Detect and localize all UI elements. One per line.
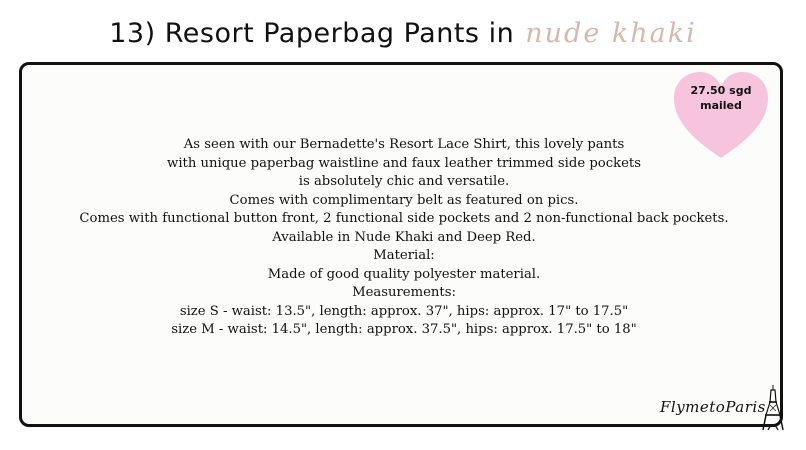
product-title: 13) Resort Paperbag Pants in bbox=[109, 18, 515, 49]
description-line: Available in Nude Khaki and Deep Red. bbox=[272, 229, 536, 245]
description-line: Comes with complimentary belt as featured on pics. bbox=[229, 192, 579, 208]
brand-logo-text: FlymetoParis bbox=[660, 398, 766, 416]
description-line: Material: bbox=[373, 248, 435, 263]
description-line: Made of good quality polyester material. bbox=[267, 266, 541, 282]
price-amount: 27.50 sgd bbox=[690, 84, 752, 97]
description-line: Comes with functional button front, 2 functional side pockets and 2 non-functional back pockets. bbox=[79, 211, 729, 226]
eiffel-tower-icon bbox=[762, 385, 784, 435]
description-line: is absolutely chic and versatile. bbox=[298, 174, 510, 189]
description-line: Measurements: bbox=[352, 285, 456, 300]
product-description bbox=[22, 136, 786, 340]
description-line: size S - waist: 13.5", length: approx. 37", hips: approx. 17" to 17.5" bbox=[179, 303, 629, 319]
page-title bbox=[0, 18, 806, 58]
description-line: As seen with our Bernadette's Resort Lace Shirt, this lovely pants bbox=[183, 137, 625, 152]
description-line: with unique paperbag waistline and faux leather trimmed side pockets bbox=[167, 155, 641, 171]
price-note: mailed bbox=[700, 99, 742, 112]
description-line: size M - waist: 14.5", length: approx. 37.5", hips: approx. 17.5" to 18" bbox=[171, 322, 637, 337]
product-color-accent: nude khaki bbox=[525, 18, 697, 49]
